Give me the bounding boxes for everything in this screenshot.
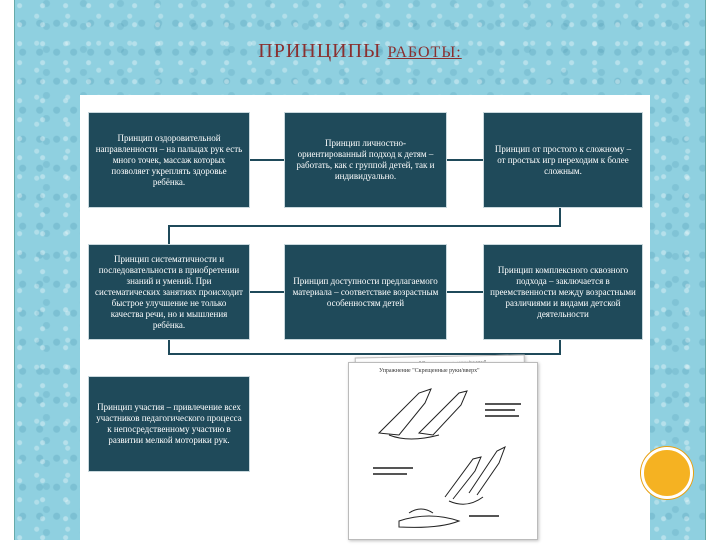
title-word-2: РАБОТЫ:	[387, 44, 462, 61]
principle-text: Принцип участия – привлечение всех участников педагогического процесса к непосредственному участию в развитии мелкой моторики рук.	[96, 402, 242, 445]
connector	[447, 291, 483, 293]
slide-title	[0, 40, 720, 63]
principle-box-personal-approach	[284, 112, 447, 208]
principle-box-participation	[88, 376, 250, 472]
principle-text: Принцип комплексного сквозного подхода – заключается в преемственности между возрастными различиями и видами детской деятельности	[490, 264, 636, 319]
hand-exercise-illustration	[349, 363, 537, 539]
connector	[168, 225, 561, 227]
connector	[168, 225, 170, 245]
connector	[559, 338, 561, 354]
exercise-caption: Упражнение "Скрещенные руки/вверх"	[379, 368, 480, 374]
principle-box-health	[88, 112, 250, 208]
principle-text: Принцип доступности предлагаемого материала – соответствие возрастным особенностям детей	[292, 275, 439, 308]
title-word-1: ПРИНЦИПЫ	[258, 40, 382, 62]
principle-text: Принцип оздоровительной направленности – на пальцах рук есть много точек, массаж которых позволяет укреплять здоровье ребёнка.	[95, 132, 243, 187]
connector	[447, 159, 483, 161]
exercise-sheet-front	[348, 362, 538, 540]
principle-text: Принцип систематичности и последовательности в приобретении знаний и умений. При систематических занятиях происходит быстрое улучшение не только качества речи, но и мышления ребёнка.	[95, 253, 243, 330]
connector	[250, 291, 284, 293]
principle-box-accessibility	[284, 244, 447, 340]
decorative-circle	[641, 447, 693, 499]
principle-box-complex-approach	[483, 244, 643, 340]
principle-box-systematic	[88, 244, 250, 340]
connector	[168, 338, 170, 354]
principle-text: Принцип от простого к сложному – от простых игр переходим к более сложным.	[494, 143, 632, 176]
principle-box-simple-to-complex	[483, 112, 643, 208]
principle-text: Принцип личностно-ориентированный подход к детям – работать, как с группой детей, так и индивидуально.	[296, 138, 435, 181]
connector	[559, 206, 561, 226]
connector	[250, 159, 284, 161]
